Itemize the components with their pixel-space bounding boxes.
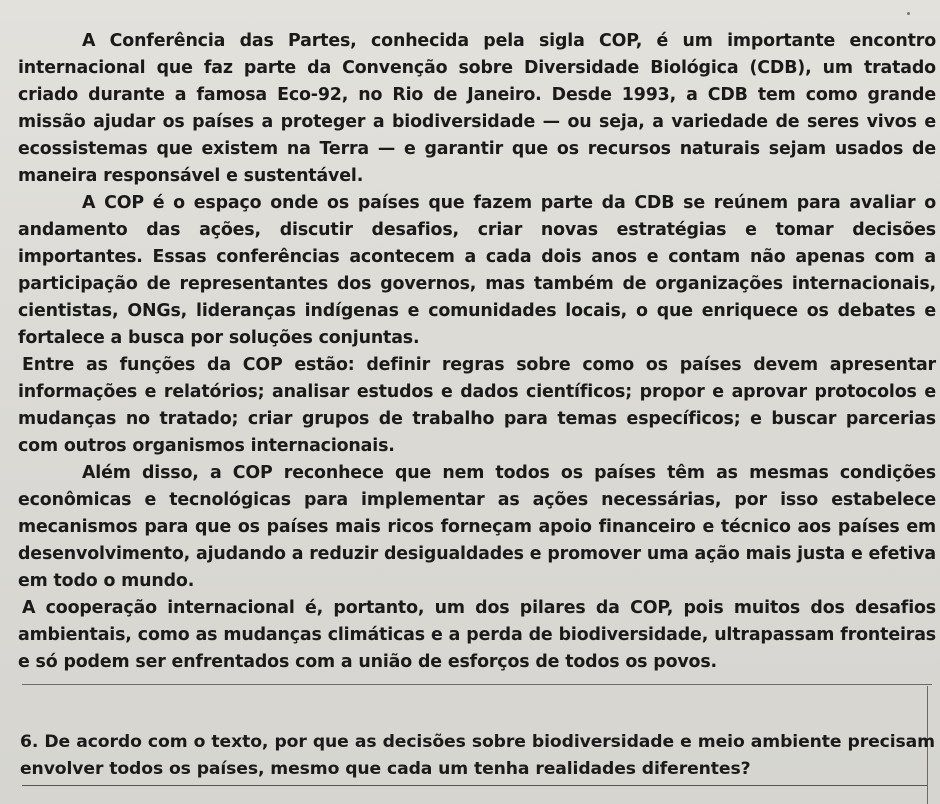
- paragraph-4: Além disso, a COP reconhece que nem todos os países têm as mesmas condições econômicas e tecnológicas para implementar as ações necessárias, por isso estabelece mecanismos para que os países mais ricos forneçam apoio financeiro e técnico aos países em desenvolvimento, ajudando a reduzir desigualdades e promover uma ação mais justa e efetiva em todo o mundo.: [18, 463, 936, 591]
- paragraph-5: A cooperação internacional é, portanto, um dos pilares da COP, pois muitos dos desafios ambientais, como as mudanças climáticas e a perda de biodiversidade, ultrapassam fronteiras e só podem ser enfrentados com a união de esforços de todos os povos.: [18, 598, 936, 672]
- speck-mark: [907, 12, 910, 15]
- paragraph-2: A COP é o espaço onde os países que fazem parte da CDB se reúnem para avaliar o andamento das ações, discutir desafios, criar novas estratégias e tomar decisões importantes. Essas conferências acontecem a cada dois anos e contam não apenas com a participação de representantes dos governos, mas também de organizações internacionais, cientistas, ONGs, lideranças indígenas e comunidades locais, o que enriquece os debates e fortalece a busca por soluções conjuntas.: [18, 193, 936, 348]
- answer-line[interactable]: [22, 785, 927, 786]
- reading-text: [18, 28, 936, 676]
- section-divider: [22, 684, 932, 685]
- question-6: 6. De acordo com o texto, por que as decisões sobre biodiversidade e meio ambiente precisam envolver todos os países, mesmo que cada um tenha realidades diferentes?: [20, 732, 935, 780]
- paragraph-3: Entre as funções da COP estão: definir regras sobre como os países devem apresentar informações e relatórios; analisar estudos e dados científicos; propor e aprovar protocolos e mudanças no tratado; criar grupos de trabalho para temas específicos; e buscar parcerias com outros organismos internacionais.: [18, 355, 936, 456]
- paragraph-1: A Conferência das Partes, conhecida pela sigla COP, é um importante encontro internacional que faz parte da Convenção sobre Diversidade Biológica (CDB), um tratado criado durante a famosa Eco-92, no Rio de Janeiro. Desde 1993, a CDB tem como grande missão ajudar os países a proteger a biodiversidade — ou seja, a variedade de seres vivos e ecossistemas que existem na Terra — e garantir que os recursos naturais sejam usados de maneira responsável e sustentável.: [18, 31, 936, 186]
